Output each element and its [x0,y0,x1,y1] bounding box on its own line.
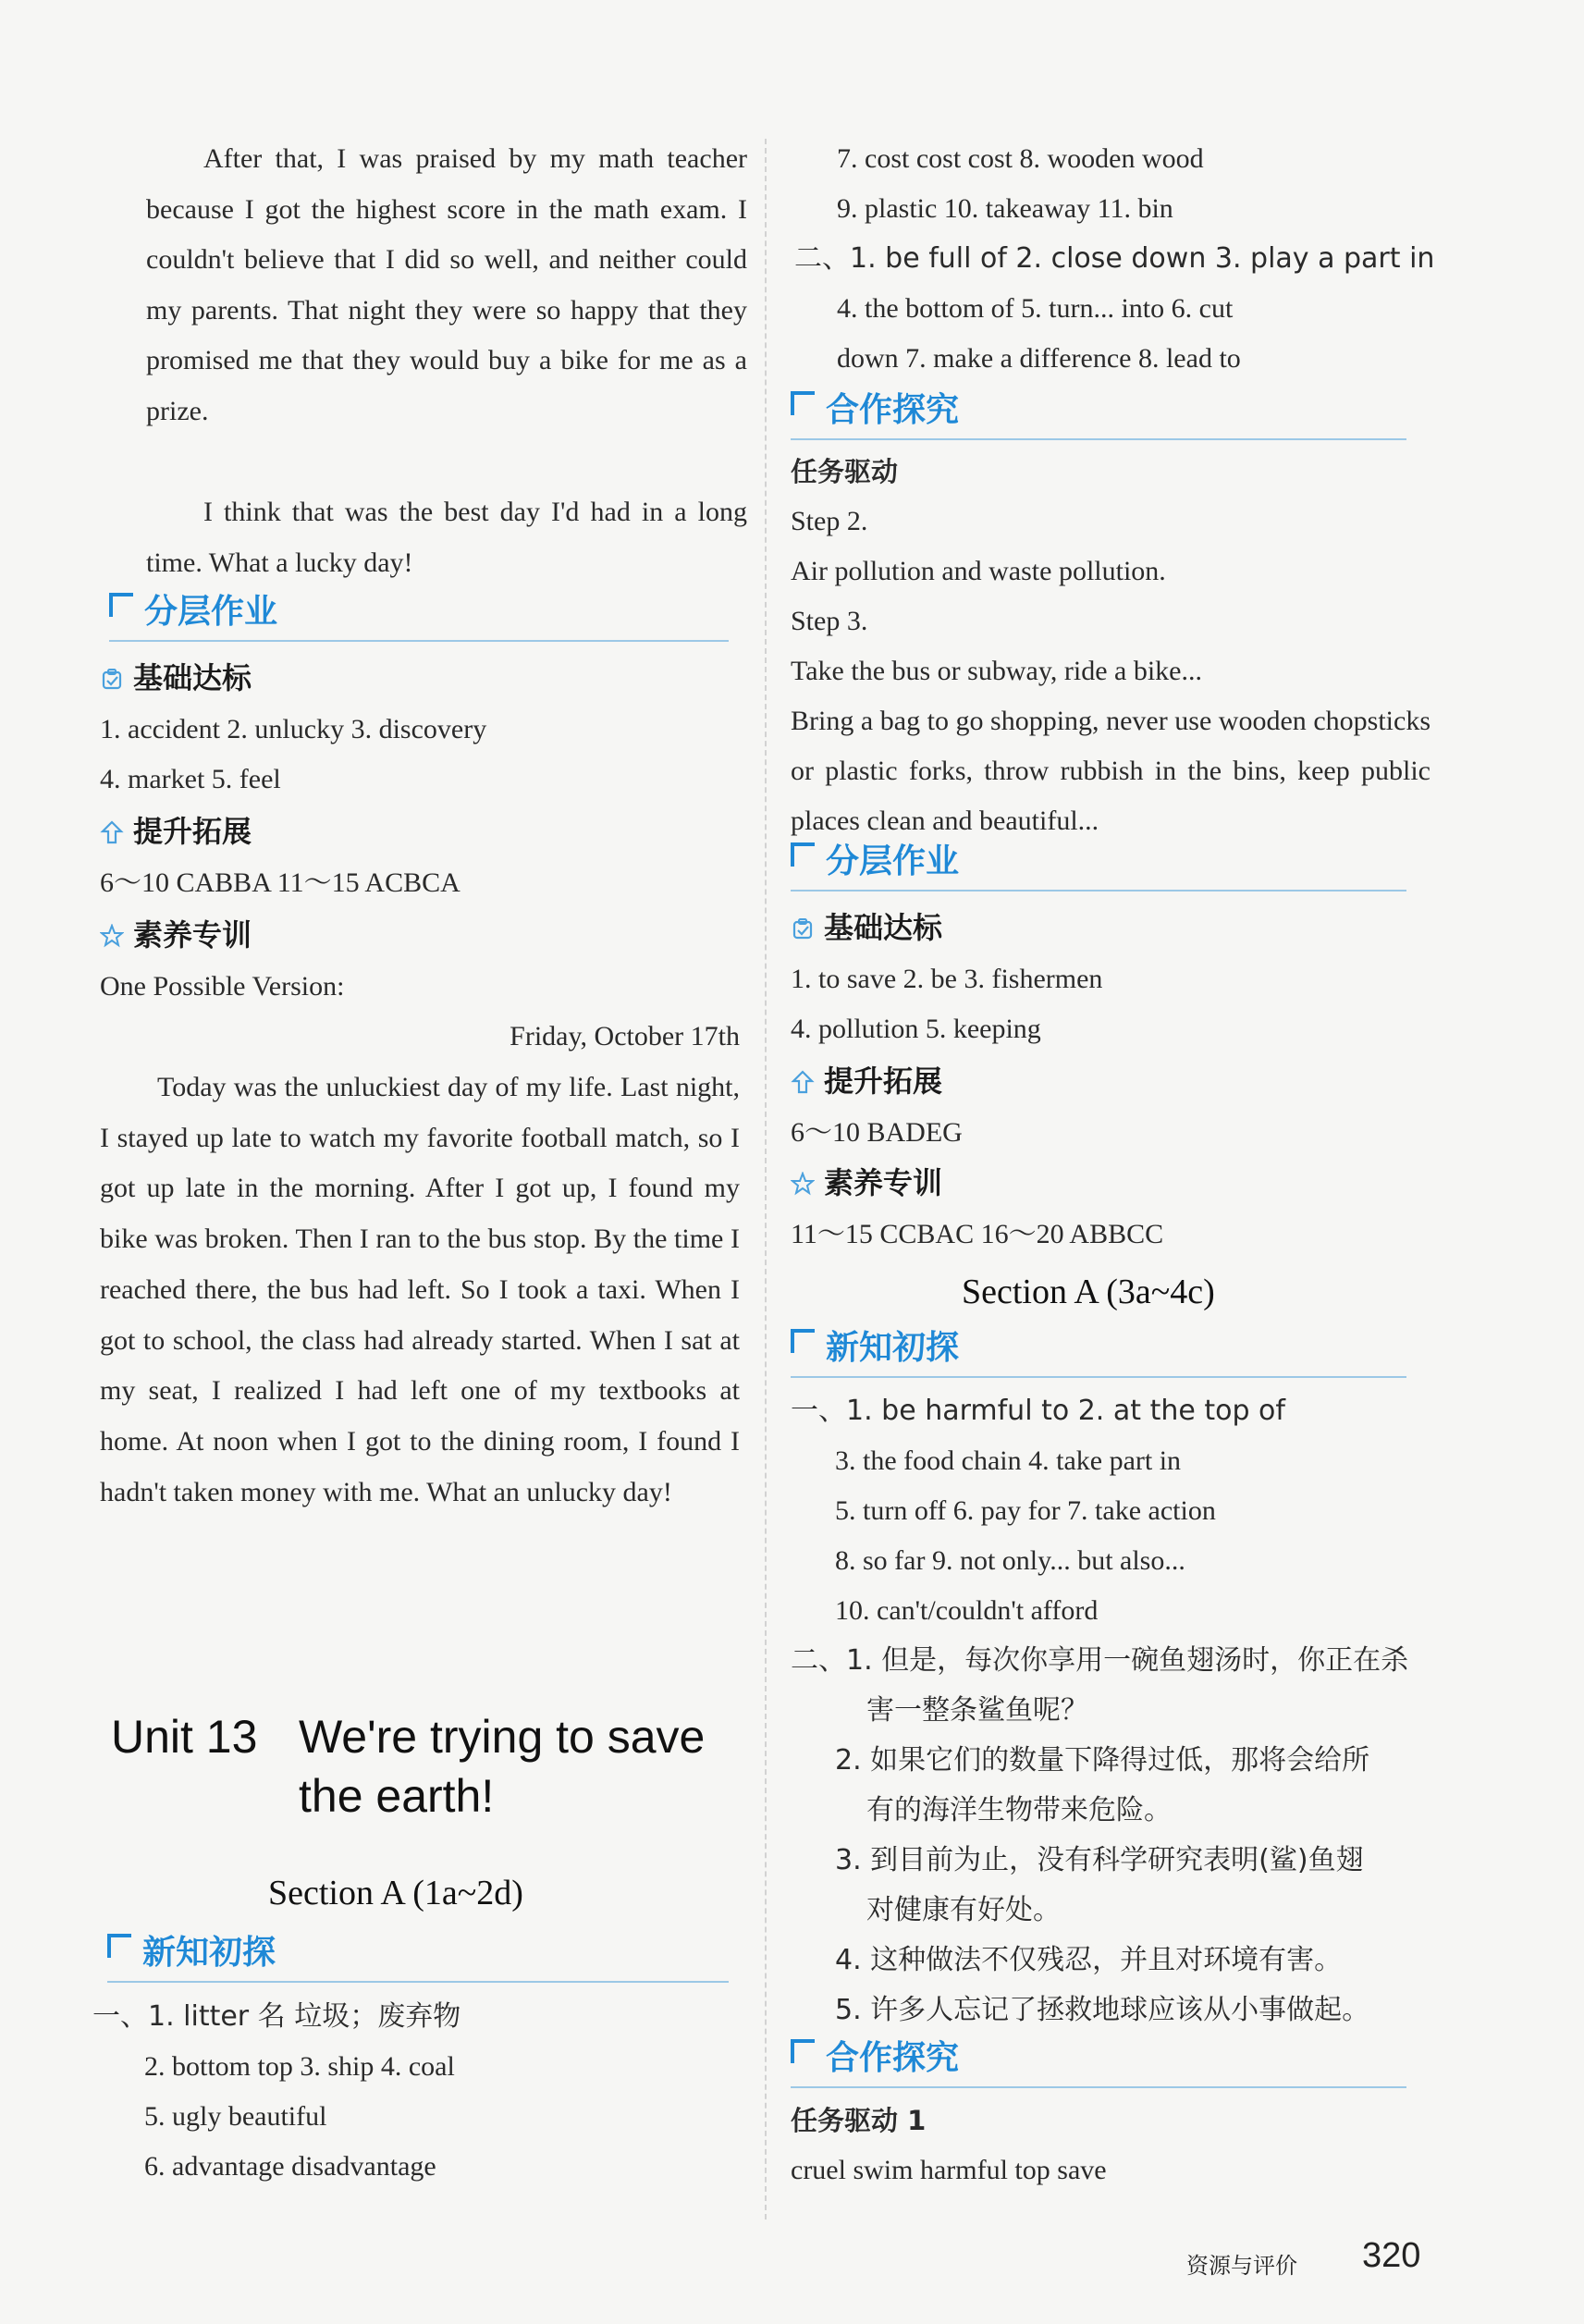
basic-answers-1: 1. accident 2. unlucky 3. discovery [100,714,487,744]
phrase-line-2: 3. the food chain 4. take part in [835,1445,1182,1476]
translation-3b: 对健康有好处。 [866,1894,1061,1926]
corner-bracket-icon [109,593,133,617]
step-2-answer: Air pollution and waste pollution. [791,556,1166,586]
improve-answers: 6～10 CABBA 11～15 ACBCA [100,867,460,898]
task-heading: 任务驱动 [791,456,899,487]
story-paragraph-1: After that, I was praised by my math teacher because I got the highest score in the math exam. I couldn't believe that I did so well, and neither could my parents. That night they were so happy that they promised me that they would buy a bike for me as a prize. [146,143,747,426]
phrase-line-4: 8. so far 9. not only... but also... [835,1545,1185,1576]
corner-bracket-icon [107,1934,131,1958]
unit-title-line2: the earth! [299,1770,495,1822]
answers-line-2: 9. plastic 10. takeaway 11. bin [837,193,1173,224]
answers-line-4: 4. the bottom of 5. turn... into 6. cut [837,293,1234,324]
story-paragraph-2: I think that was the best day I'd had in a long time. What a lucky day! [146,497,747,578]
column-divider [765,139,767,2219]
improve-answers-right: 6～10 BADEG [791,1117,963,1148]
basic-answers-right-1: 1. to save 2. be 3. fishermen [791,964,1103,994]
star-icon [791,1172,815,1196]
task-1-answer: cruel swim harmful top save [791,2155,1107,2185]
basic-answers-right-2: 4. pollution 5. keeping [791,1014,1041,1044]
corner-bracket-icon [791,1329,815,1353]
basic-heading: 基础达标 [100,653,252,703]
translation-1a: 二、1. 但是，每次你享用一碗鱼翅汤时，你正在杀 [791,1644,1409,1677]
literacy-answers-right: 11～15 CCBAC 16～20 ABBCC [791,1219,1164,1249]
cooperation-heading: 合作探究 [791,387,1406,440]
step-3-line-1: Take the bus or subway, ride a bike... [791,656,1202,686]
star-icon [100,924,124,948]
version-label: One Possible Version: [100,971,345,1002]
layered-homework-heading-right: 分层作业 [791,838,1406,891]
vocab-line-2: 2. bottom top 3. ship 4. coal [144,2051,455,2082]
translation-4: 4. 这种做法不仅残忍，并且对环境有害。 [835,1944,1343,1976]
task-1-heading: 任务驱动 1 [791,2105,927,2136]
answers-line-5: down 7. make a difference 8. lead to [837,343,1241,374]
translation-2b: 有的海洋生物带来危险。 [866,1794,1172,1826]
essay-date: Friday, October 17th [510,1021,740,1051]
unit-number: Unit 13 [111,1711,258,1763]
basic-heading-right: 基础达标 [791,903,942,953]
page-number: 320 [1362,2236,1421,2275]
vocab-line-1: 一、1. litter 名 垃圾；废弃物 [92,2000,461,2033]
improve-heading-right: 提升拓展 [791,1056,942,1106]
corner-bracket-icon [791,842,815,867]
footer-label: 资源与评价 [1186,2253,1297,2279]
literacy-heading: 素养专训 [100,910,252,960]
step-3-paragraph: Bring a bag to go shopping, never use wooden chopsticks or plastic forks, throw rubbish in the bins, keep public places clean and beautiful... [791,706,1431,836]
cooperation-heading-right: 合作探究 [791,2035,1406,2088]
section-title-right: Section A (3a~4c) [962,1273,1215,1311]
clipboard-icon [791,916,815,941]
corner-bracket-icon [791,391,815,415]
improve-heading: 提升拓展 [100,806,252,856]
step-3: Step 3. [791,606,868,636]
clipboard-icon [100,667,124,691]
translation-1b: 害一整条鲨鱼呢？ [866,1694,1088,1727]
arrow-up-icon [100,820,124,844]
phrase-line-1: 一、1. be harmful to 2. at the top of [791,1395,1285,1427]
answers-line-3: 二、1. be full of 2. close down 3. play a part in [794,242,1435,275]
layered-homework-heading: 分层作业 [109,588,729,642]
phrase-line-5: 10. can't/couldn't afford [835,1595,1099,1626]
literacy-heading-right: 素养专训 [791,1158,942,1208]
answers-line-1: 7. cost cost cost 8. wooden wood [837,143,1204,174]
section-title: Section A (1a~2d) [268,1874,523,1912]
phrase-line-3: 5. turn off 6. pay for 7. take action [835,1495,1216,1526]
translation-2a: 2. 如果它们的数量下降得过低，那将会给所 [835,1744,1370,1777]
step-2: Step 2. [791,506,868,536]
translation-5: 5. 许多人忘记了拯救地球应该从小事做起。 [835,1994,1370,2026]
vocab-line-4: 6. advantage disadvantage [144,2151,436,2182]
unit-title-line1: We're trying to save [299,1711,706,1763]
new-knowledge-heading-right: 新知初探 [791,1324,1406,1378]
translation-3a: 3. 到目前为止，没有科学研究表明(鲨)鱼翅 [835,1844,1364,1876]
basic-answers-2: 4. market 5. feel [100,764,281,794]
new-knowledge-heading: 新知初探 [107,1929,729,1983]
vocab-line-3: 5. ugly beautiful [144,2101,327,2132]
essay: Today was the unluckiest day of my life. Last night, I stayed up late to watch my favorite football match, so I got up late in the morning. After I got up, I found my bike was broken. Then I ran to the bus stop. By the time I reached there, the bus had left. So I took a taxi. When I got to school, the class had already started. When I sat at my seat, I realized I had left one of my textbooks at home. At noon when I got to the dining room, I found I hadn't taken money with me. What an unlucky day! [100,1072,740,1507]
corner-bracket-icon [791,2039,815,2063]
arrow-up-icon [791,1070,815,1094]
